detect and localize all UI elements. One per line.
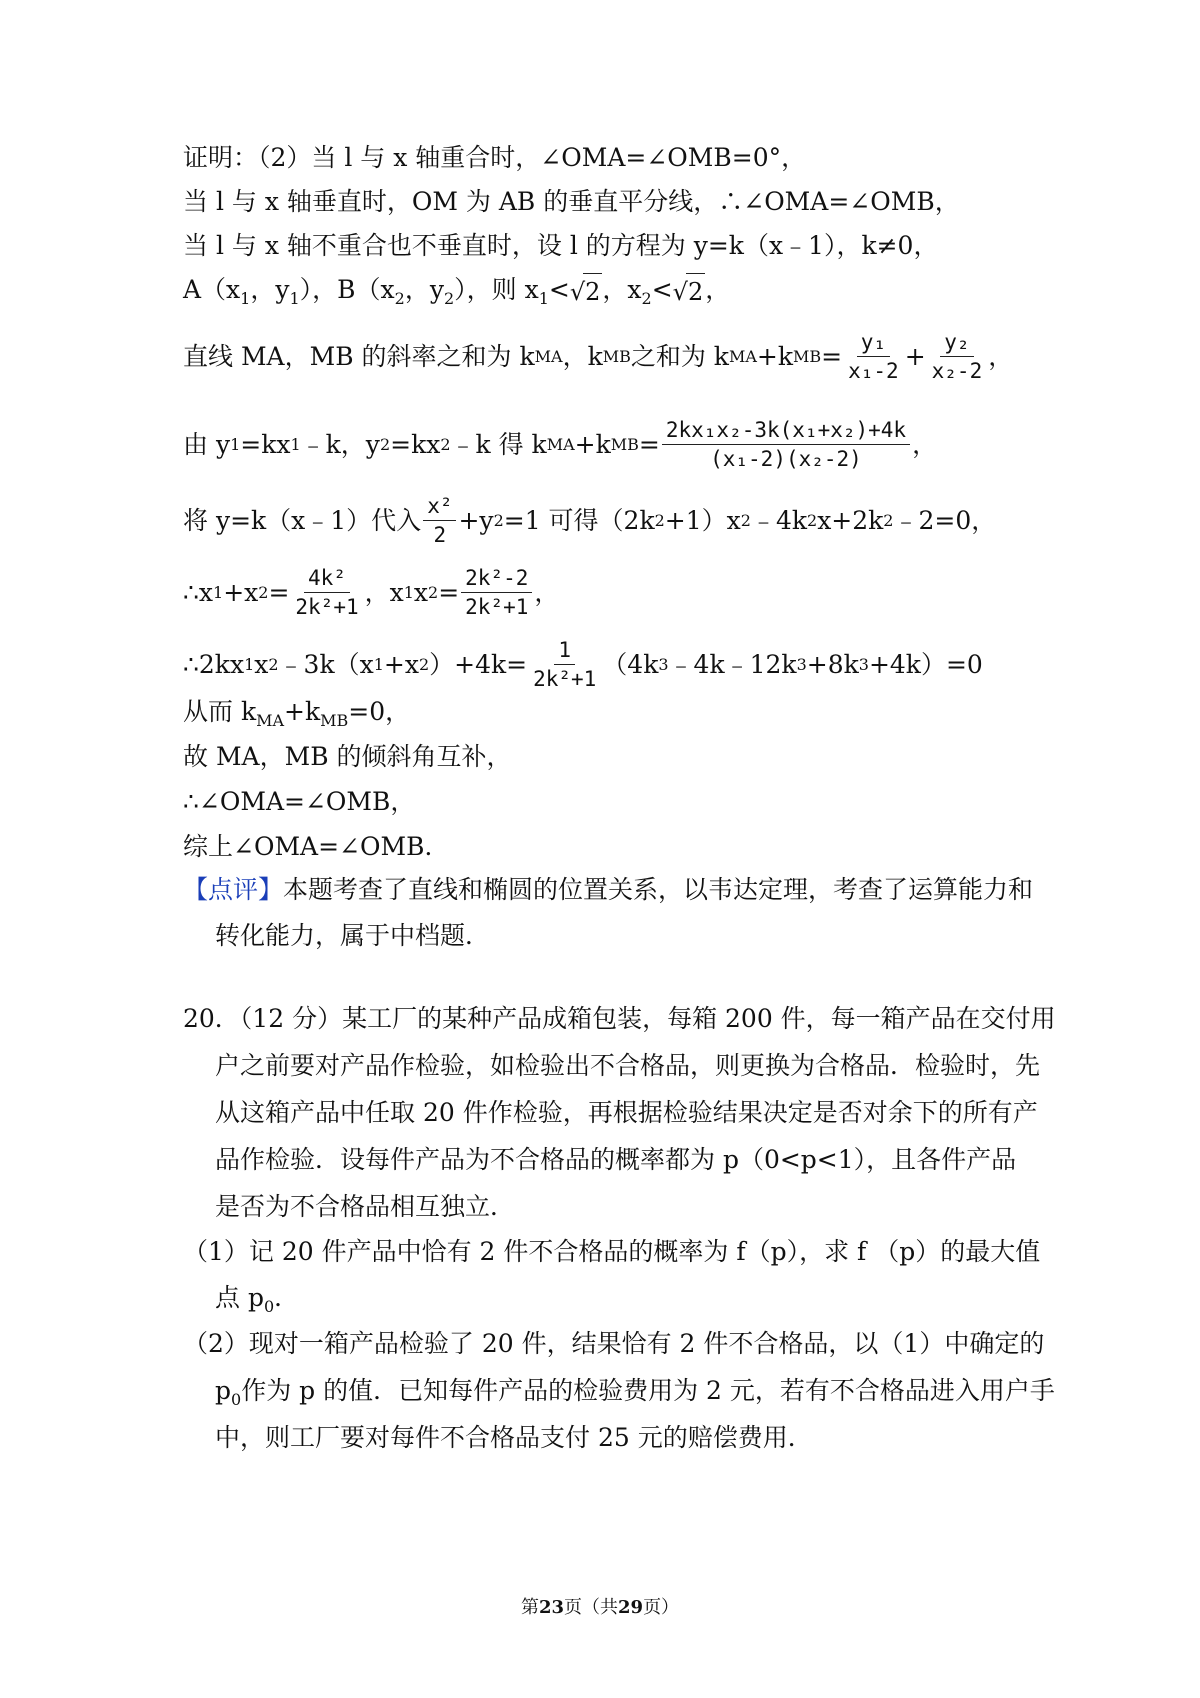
subscript: 1 [538, 289, 549, 308]
proof-line-12: ∴∠OMA=∠OMB， [183, 787, 416, 816]
numerator: 4k² [304, 566, 350, 593]
footer-page-number: 23 [538, 1597, 564, 1618]
subquestion-2-line-3: 中，则工厂要对每件不合格品支付 25 元的赔偿费用． [215, 1423, 813, 1452]
subscript: MB [793, 346, 822, 366]
text: x [413, 577, 429, 607]
plus-sign: + [904, 341, 926, 371]
subscript: MB [610, 434, 639, 454]
text: = [268, 577, 290, 607]
subquestion-2-line-1: （2）现对一箱产品检验了 20 件，结果恰有 2 件不合格品，以（1）中确定的 [183, 1329, 1045, 1358]
text: +k [756, 341, 794, 371]
text: ，x [364, 577, 404, 607]
comment-text: 本题考查了直线和椭圆的位置关系，以韦达定理，考查了运算能力和 [283, 875, 1034, 904]
denominator: x₂-2 [931, 359, 983, 383]
subscript: 2 [440, 434, 451, 454]
subscript: MB [320, 711, 349, 730]
text: （4k [602, 649, 659, 679]
radicand: 2 [686, 273, 705, 310]
denominator: x₁-2 [848, 359, 899, 383]
comment-tag: 【点评】 [183, 875, 284, 904]
denominator: 2k²+1 [465, 595, 529, 619]
footer-prefix: 第 [520, 1597, 539, 1618]
subscript: 2 [268, 654, 279, 674]
fraction-7 [529, 638, 600, 691]
text: ﹣2=0， [893, 505, 997, 535]
text: 点 p [215, 1283, 264, 1312]
superscript: 2 [883, 510, 894, 530]
text: ， [705, 275, 731, 304]
subscript: 1 [240, 289, 251, 308]
subscript: MA [534, 346, 563, 366]
subscript: 1 [230, 434, 241, 454]
denominator: 2k²+1 [295, 595, 359, 619]
numerator: 1 [554, 638, 575, 665]
superscript: 2 [493, 510, 504, 530]
text: ﹣k 得 k [450, 429, 547, 459]
text: =kx [390, 429, 441, 459]
superscript: 2 [807, 510, 818, 530]
text: +4k）=0 [868, 649, 983, 679]
numerator: x² [423, 494, 456, 521]
text: +8k [806, 649, 859, 679]
text: +k [574, 429, 611, 459]
text: 之和为 k [630, 341, 729, 371]
footer-middle: 页（共 [564, 1597, 618, 1618]
subscript: 1 [244, 654, 255, 674]
text: ﹣3k（x [278, 649, 374, 679]
subscript: 1 [403, 582, 414, 602]
superscript: 3 [658, 654, 669, 674]
text: ），B（x [299, 275, 395, 304]
page-footer [0, 1596, 1200, 1620]
text: ，y [404, 275, 444, 304]
subscript: MA [256, 711, 285, 730]
text: ，x [602, 275, 642, 304]
subscript: MA [546, 434, 575, 454]
proof-line-1: 证明：（2）当 l 与 x 轴重合时，∠OMA=∠OMB=0°， [183, 143, 807, 172]
text: ，y [250, 275, 290, 304]
text: ， [534, 577, 560, 607]
proof-line-8 [183, 566, 1083, 619]
proof-line-6 [183, 418, 1083, 471]
problem-20-line-3: 从这箱产品中任取 20 件作检验，再根据检验结果决定是否对余下的所有产 [215, 1098, 1038, 1127]
subscript: 0 [263, 1297, 275, 1316]
radicand: 2 [583, 273, 602, 310]
subquestion-1-line-1: （1）记 20 件产品中恰有 2 件不合格品的概率为 f（p），求 f （p）的最大值 [183, 1237, 1041, 1266]
text: ∴2kx [183, 649, 245, 679]
problem-20-line-4: 品作检验．设每件产品为不合格品的概率都为 p（0<p<1），且各件产品 [215, 1145, 1017, 1174]
proof-line-5 [183, 330, 1083, 383]
text: +x [223, 577, 259, 607]
sqrt: √2 [570, 273, 603, 310]
fraction-4 [423, 494, 456, 547]
text: 直线 MA，MB 的斜率之和为 k [183, 341, 535, 371]
text: p [215, 1376, 232, 1405]
text: ）+4k= [429, 649, 528, 679]
subscript: 1 [213, 582, 224, 602]
proof-line-10 [183, 694, 1063, 739]
subscript: 1 [289, 289, 300, 308]
text: ，k [562, 341, 603, 371]
problem-20-line-5: 是否为不合格品相互独立． [215, 1192, 516, 1221]
proof-line-13: 综上∠OMA=∠OMB． [183, 832, 450, 861]
footer-suffix: 页） [643, 1597, 680, 1618]
subscript: 1 [290, 434, 301, 454]
text: 由 y [183, 429, 231, 459]
problem-20-line-1: 20．（12 分）某工厂的某种产品成箱包装，每箱 200 件，每一箱产品在交付用 [183, 1004, 1056, 1033]
less-than: < [651, 275, 673, 304]
numerator: 2k²-2 [461, 566, 532, 593]
proof-line-3: 当 l 与 x 轴不重合也不垂直时，设 l 的方程为 y=k（x﹣1），k≠0， [183, 231, 939, 260]
subscript: 2 [443, 289, 455, 308]
text: ），则 x [454, 275, 539, 304]
comment-line-1 [183, 872, 1063, 908]
proof-line-11: 故 MA，MB 的倾斜角互补， [183, 742, 512, 771]
text: =0， [348, 697, 411, 726]
fraction-1 [844, 330, 903, 383]
superscript: 3 [796, 654, 807, 674]
subscript: 2 [394, 289, 405, 308]
fraction-2 [928, 330, 987, 383]
subscript: 0 [231, 1390, 242, 1409]
subscript: MB [602, 346, 631, 366]
comma: ， [912, 429, 938, 459]
text: ∴x [183, 577, 214, 607]
sqrt: √2 [673, 273, 706, 310]
subscript: MA [728, 346, 757, 366]
fraction-6 [461, 566, 532, 619]
superscript: 3 [858, 654, 869, 674]
subscript: 1 [373, 654, 384, 674]
text: =1 可得（2k [503, 505, 655, 535]
superscript: 2 [654, 510, 665, 530]
text: 将 y=k（x﹣1）代入 [183, 505, 422, 535]
text: x+2k [817, 505, 884, 535]
text: x [254, 649, 269, 679]
footer-total-pages: 29 [618, 1597, 644, 1618]
text: ﹣4k [750, 505, 807, 535]
text: ﹣k，y [300, 429, 380, 459]
numerator: y₁ [857, 330, 890, 357]
text: ﹣4k﹣12k [668, 649, 797, 679]
subquestion-1-line-2 [215, 1280, 1095, 1325]
text: = [438, 577, 460, 607]
denominator: 2 [433, 523, 447, 547]
fraction-5 [291, 566, 362, 619]
problem-20-line-2: 户之前要对产品作检验，如检验出不合格品，则更换为合格品．检验时，先 [215, 1051, 1041, 1080]
text: +y [458, 505, 494, 535]
subquestion-2-line-2 [215, 1373, 1095, 1418]
text: 从而 k [183, 697, 257, 726]
denominator: (x₁-2)(x₂-2) [710, 447, 862, 471]
text: ． [274, 1283, 300, 1312]
proof-line-7 [183, 494, 1083, 547]
subscript: 2 [428, 582, 439, 602]
text: +x [383, 649, 419, 679]
numerator: 2kx₁x₂-3k(x₁+x₂)+4k [662, 418, 910, 445]
numerator: y₂ [940, 330, 973, 357]
comma: ， [988, 341, 1014, 371]
subscript: 2 [641, 289, 652, 308]
less-than: < [548, 275, 570, 304]
superscript: 2 [740, 510, 751, 530]
comment-line-2: 转化能力，属于中档题． [215, 921, 491, 950]
subscript: 2 [418, 654, 430, 674]
text: =kx [240, 429, 291, 459]
proof-line-4 [183, 272, 1063, 317]
subscript: 2 [379, 434, 391, 454]
text: 作为 p 的值．已知每件产品的检验费用为 2 元，若有不合格品进入用户手 [241, 1376, 1055, 1405]
proof-line-9 [183, 638, 1083, 691]
text: +k [284, 697, 321, 726]
proof-line-2: 当 l 与 x 轴垂直时，OM 为 AB 的垂直平分线，∴∠OMA=∠OMB， [183, 187, 960, 216]
text: = [638, 429, 660, 459]
text: +1）x [664, 505, 741, 535]
subscript: 2 [258, 582, 269, 602]
text: = [821, 341, 843, 371]
fraction-3 [662, 418, 910, 471]
denominator: 2k²+1 [533, 667, 597, 691]
text: A（x [183, 275, 241, 304]
